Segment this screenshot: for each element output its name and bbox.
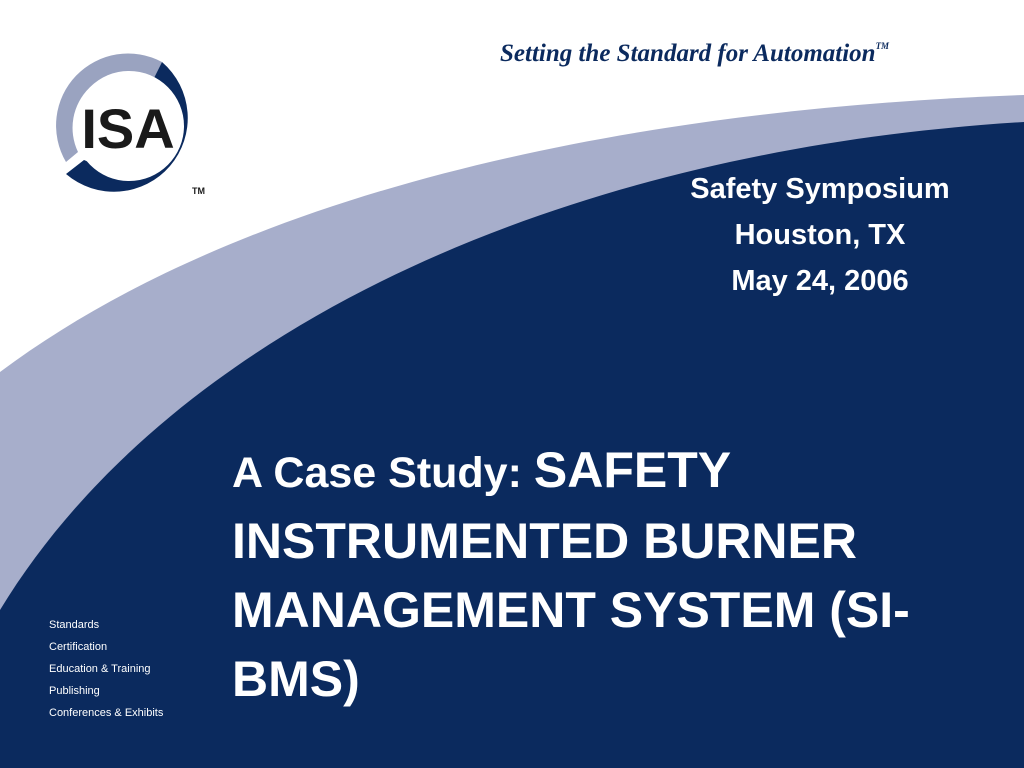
service-item: Certification bbox=[49, 641, 108, 653]
logo-text: ISA bbox=[81, 97, 175, 160]
event-info bbox=[620, 166, 1020, 304]
slide-title bbox=[232, 436, 1012, 714]
service-item: Standards bbox=[49, 619, 100, 631]
event-location: Houston, TX bbox=[734, 219, 906, 251]
tagline-trademark: TM bbox=[875, 41, 890, 51]
service-item: Publishing bbox=[49, 685, 100, 697]
service-item: Education & Training bbox=[49, 663, 151, 675]
service-item: Conferences & Exhibits bbox=[49, 707, 164, 719]
services-list bbox=[49, 614, 163, 724]
logo-trademark: TM bbox=[192, 186, 205, 196]
event-name: Safety Symposium bbox=[690, 173, 950, 205]
tagline bbox=[500, 40, 980, 68]
event-date: May 24, 2006 bbox=[731, 265, 909, 297]
title-prefix: A Case Study: bbox=[232, 449, 534, 497]
tagline-text: Setting the Standard for Automation bbox=[500, 40, 876, 67]
title-main: SAFETY INSTRUMENTED BURNER MANAGEMENT SYSTEM (SI-BMS) bbox=[232, 442, 910, 707]
isa-logo bbox=[44, 44, 214, 214]
